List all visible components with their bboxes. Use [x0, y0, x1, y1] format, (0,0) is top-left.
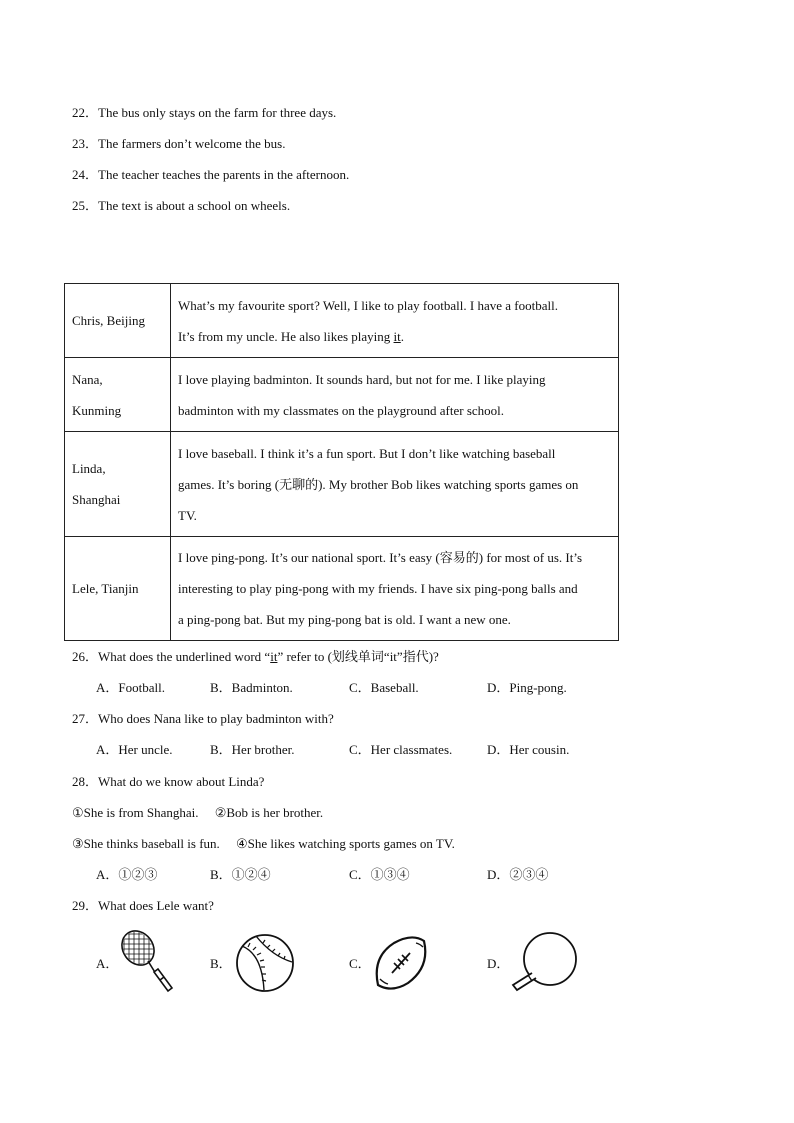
- question-22: 22．The bus only stays on the farm for three days.: [72, 105, 337, 120]
- table-row: [65, 537, 619, 641]
- text-cell: I love baseball. I think it’s a fun sport. But I don’t like watching baseball games. It’s boring (无聊的). My brother Bob likes watching sports games on TV.: [171, 432, 619, 537]
- option-a[interactable]: A．: [96, 956, 119, 971]
- question-29: 29．What does Lele want?: [72, 898, 214, 913]
- option-b[interactable]: B．Badminton.: [210, 680, 293, 695]
- underlined-word: it: [270, 649, 278, 664]
- option-a[interactable]: A．Football.: [96, 680, 165, 695]
- text-cell: I love playing badminton. It sounds hard, but not for me. I like playing badminton with my classmates on the playground after school.: [171, 358, 619, 432]
- statements-line-1: ①She is from Shanghai. ②Bob is her brother.: [72, 805, 324, 820]
- option-c[interactable]: C．Her classmates.: [349, 742, 453, 757]
- tennis-racket-icon[interactable]: [118, 928, 176, 998]
- table-row: [65, 432, 619, 537]
- option-c[interactable]: C．Baseball.: [349, 680, 419, 695]
- option-c[interactable]: C．: [349, 956, 371, 971]
- person-cell: Nana, Kunming: [65, 358, 171, 432]
- option-a[interactable]: A．①②③: [96, 867, 158, 882]
- underlined-word: it: [393, 328, 401, 344]
- passage-table: [64, 283, 619, 641]
- table-row: [65, 358, 619, 432]
- baseball-icon[interactable]: [234, 932, 296, 994]
- option-d[interactable]: D．Her cousin.: [487, 742, 570, 757]
- question-25: 25．The text is about a school on wheels.: [72, 198, 291, 213]
- option-c[interactable]: C．①③④: [349, 867, 410, 882]
- statements-line-2: ③She thinks baseball is fun. ④She likes watching sports games on TV.: [72, 836, 455, 851]
- option-d[interactable]: D．②③④: [487, 867, 549, 882]
- text-cell: I love ping-pong. It’s our national sport. It’s easy (容易的) for most of us. It’s interesting to play ping-pong with my friends. I have six ping-pong balls and a ping-pong bat. But my ping-pong bat is old. I want a new one.: [171, 537, 619, 641]
- question-24: 24．The teacher teaches the parents in the afternoon.: [72, 167, 350, 182]
- question-26: 26．What does the underlined word “it” refer to (划线单词“it”指代)?: [72, 649, 439, 664]
- question-23: 23．The farmers don’t welcome the bus.: [72, 136, 286, 151]
- question-27: 27．Who does Nana like to play badminton with?: [72, 711, 334, 726]
- text-line: It’s from my uncle. He also likes playing it.: [178, 328, 405, 344]
- person-cell: Chris, Beijing: [65, 284, 171, 358]
- question-28: 28．What do we know about Linda?: [72, 774, 265, 789]
- option-a[interactable]: A．Her uncle.: [96, 742, 173, 757]
- option-b[interactable]: B．Her brother.: [210, 742, 295, 757]
- option-d[interactable]: D．Ping-pong.: [487, 680, 567, 695]
- option-b[interactable]: B．①②④: [210, 867, 271, 882]
- text-cell: What’s my favourite sport? Well, I like to play football. I have a football. It’s from my uncle. He also likes playing it.: [171, 284, 619, 358]
- person-cell: Lele, Tianjin: [65, 537, 171, 641]
- table-row: [65, 284, 619, 358]
- ping-pong-bat-icon[interactable]: [510, 931, 578, 993]
- football-icon[interactable]: [372, 935, 430, 991]
- option-b[interactable]: B．: [210, 956, 232, 971]
- option-d[interactable]: D．: [487, 956, 510, 971]
- person-cell: Linda, Shanghai: [65, 432, 171, 537]
